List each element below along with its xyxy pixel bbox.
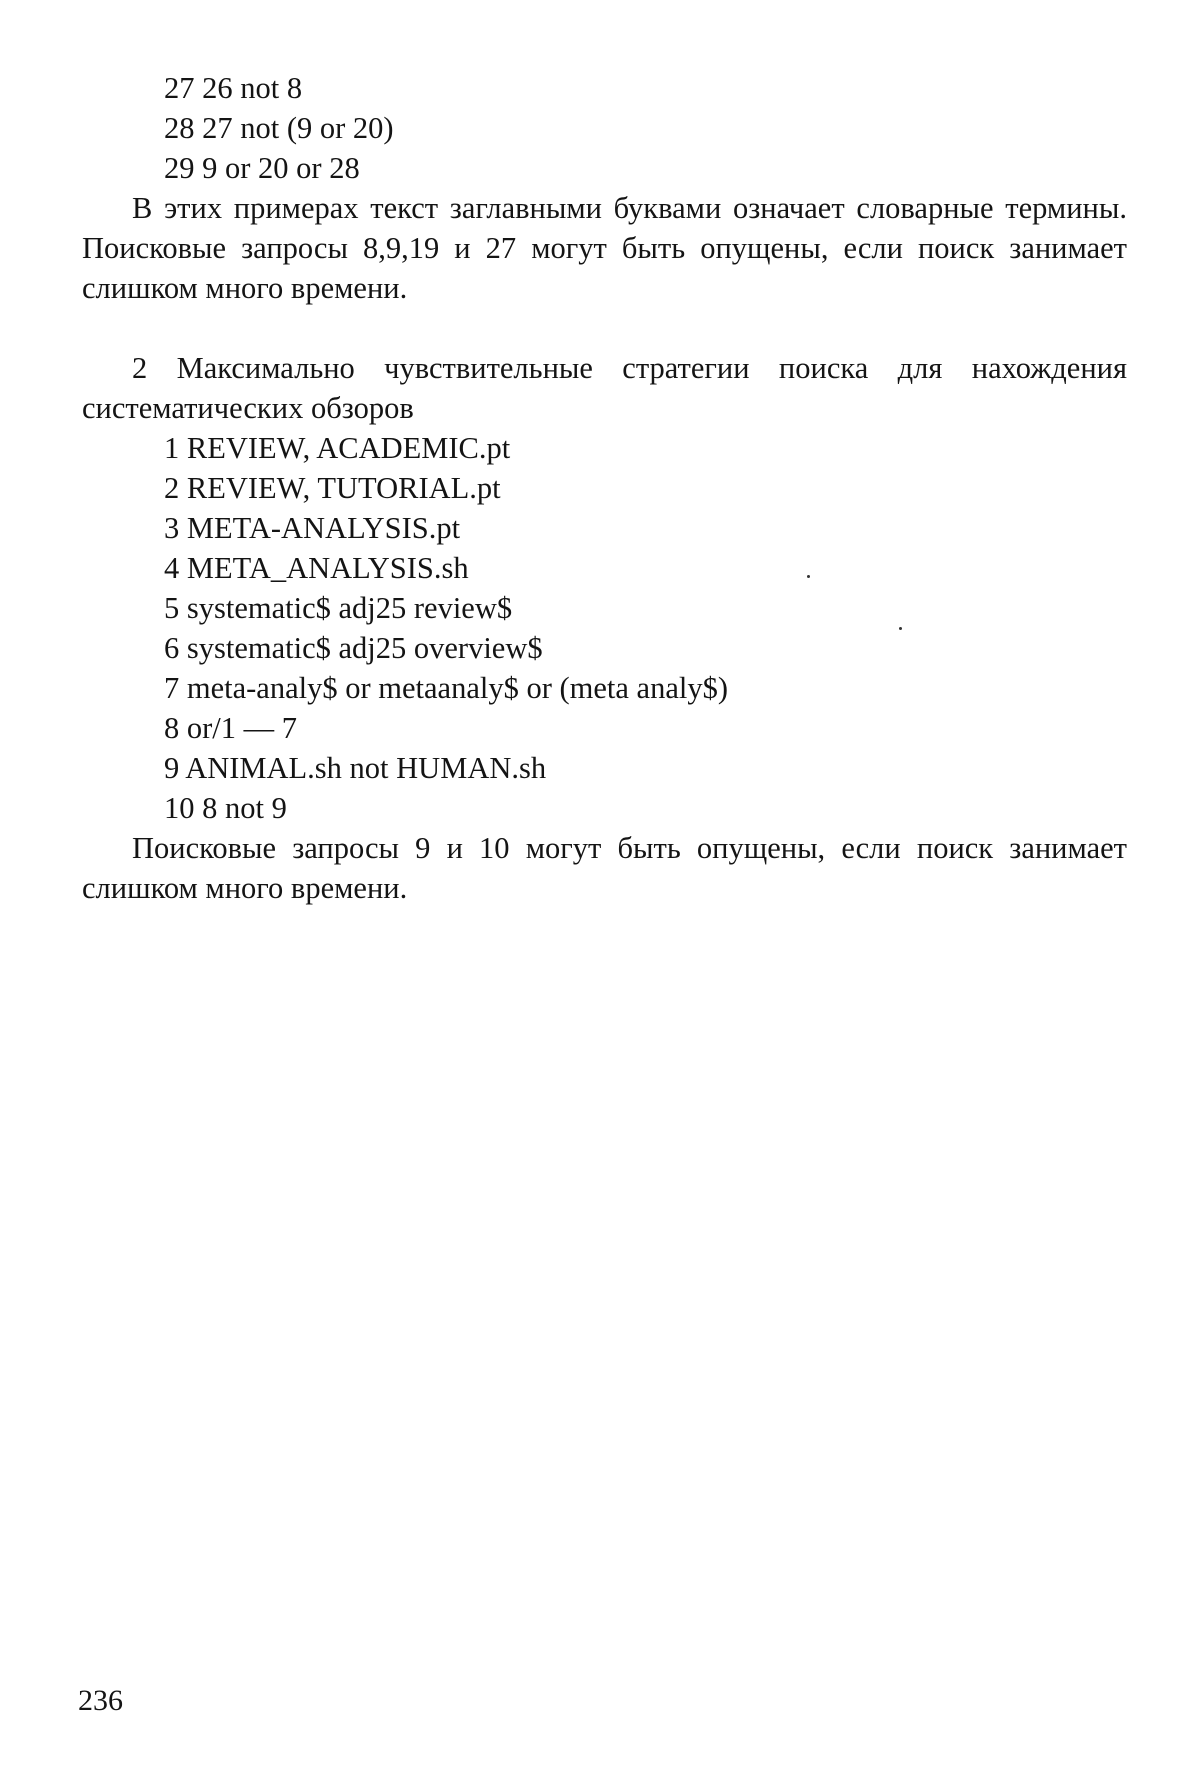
note-paragraph: Поисковые запросы 9 и 10 могут быть опущены, если поиск занимает слишком много времени. [82,831,1127,905]
query-line: 10 8 not 9 [164,791,287,825]
query-line: 8 or/1 — 7 [164,711,298,745]
section-heading: 2 Максимально чувствительные стратегии поиска для нахождения систематических обзоров [82,351,1127,425]
query-line: 5 systematic$ adj25 review$ [164,591,513,625]
page-number: 236 [78,1684,123,1717]
query-line: 1 REVIEW, ACADEMIC.pt [164,431,511,465]
query-line: 28 27 not (9 or 20) [164,111,394,145]
query-line: 6 systematic$ adj25 overview$ [164,631,543,665]
query-line: 4 META_ANALYSIS.sh [164,551,469,585]
page-body [82,68,1127,908]
query-line: 29 9 or 20 or 28 [164,151,360,185]
query-line: 3 META-ANALYSIS.pt [164,511,461,545]
scan-speck [807,575,810,578]
query-line: 2 REVIEW, TUTORIAL.pt [164,471,501,505]
scan-speck [899,627,902,630]
query-line: 7 meta-analy$ or metaanaly$ or (meta analy$) [164,671,728,705]
query-line: 27 26 not 8 [164,71,303,105]
query-line: 9 ANIMAL.sh not HUMAN.sh [164,751,547,785]
paragraph-spacer [82,308,1127,348]
explanation-paragraph: В этих примерах текст заглавными буквами означает словарные термины. Поисковые запросы 8,9,19 и 27 могут быть опущены, если поиск занимает слишком много времени. [82,191,1127,305]
